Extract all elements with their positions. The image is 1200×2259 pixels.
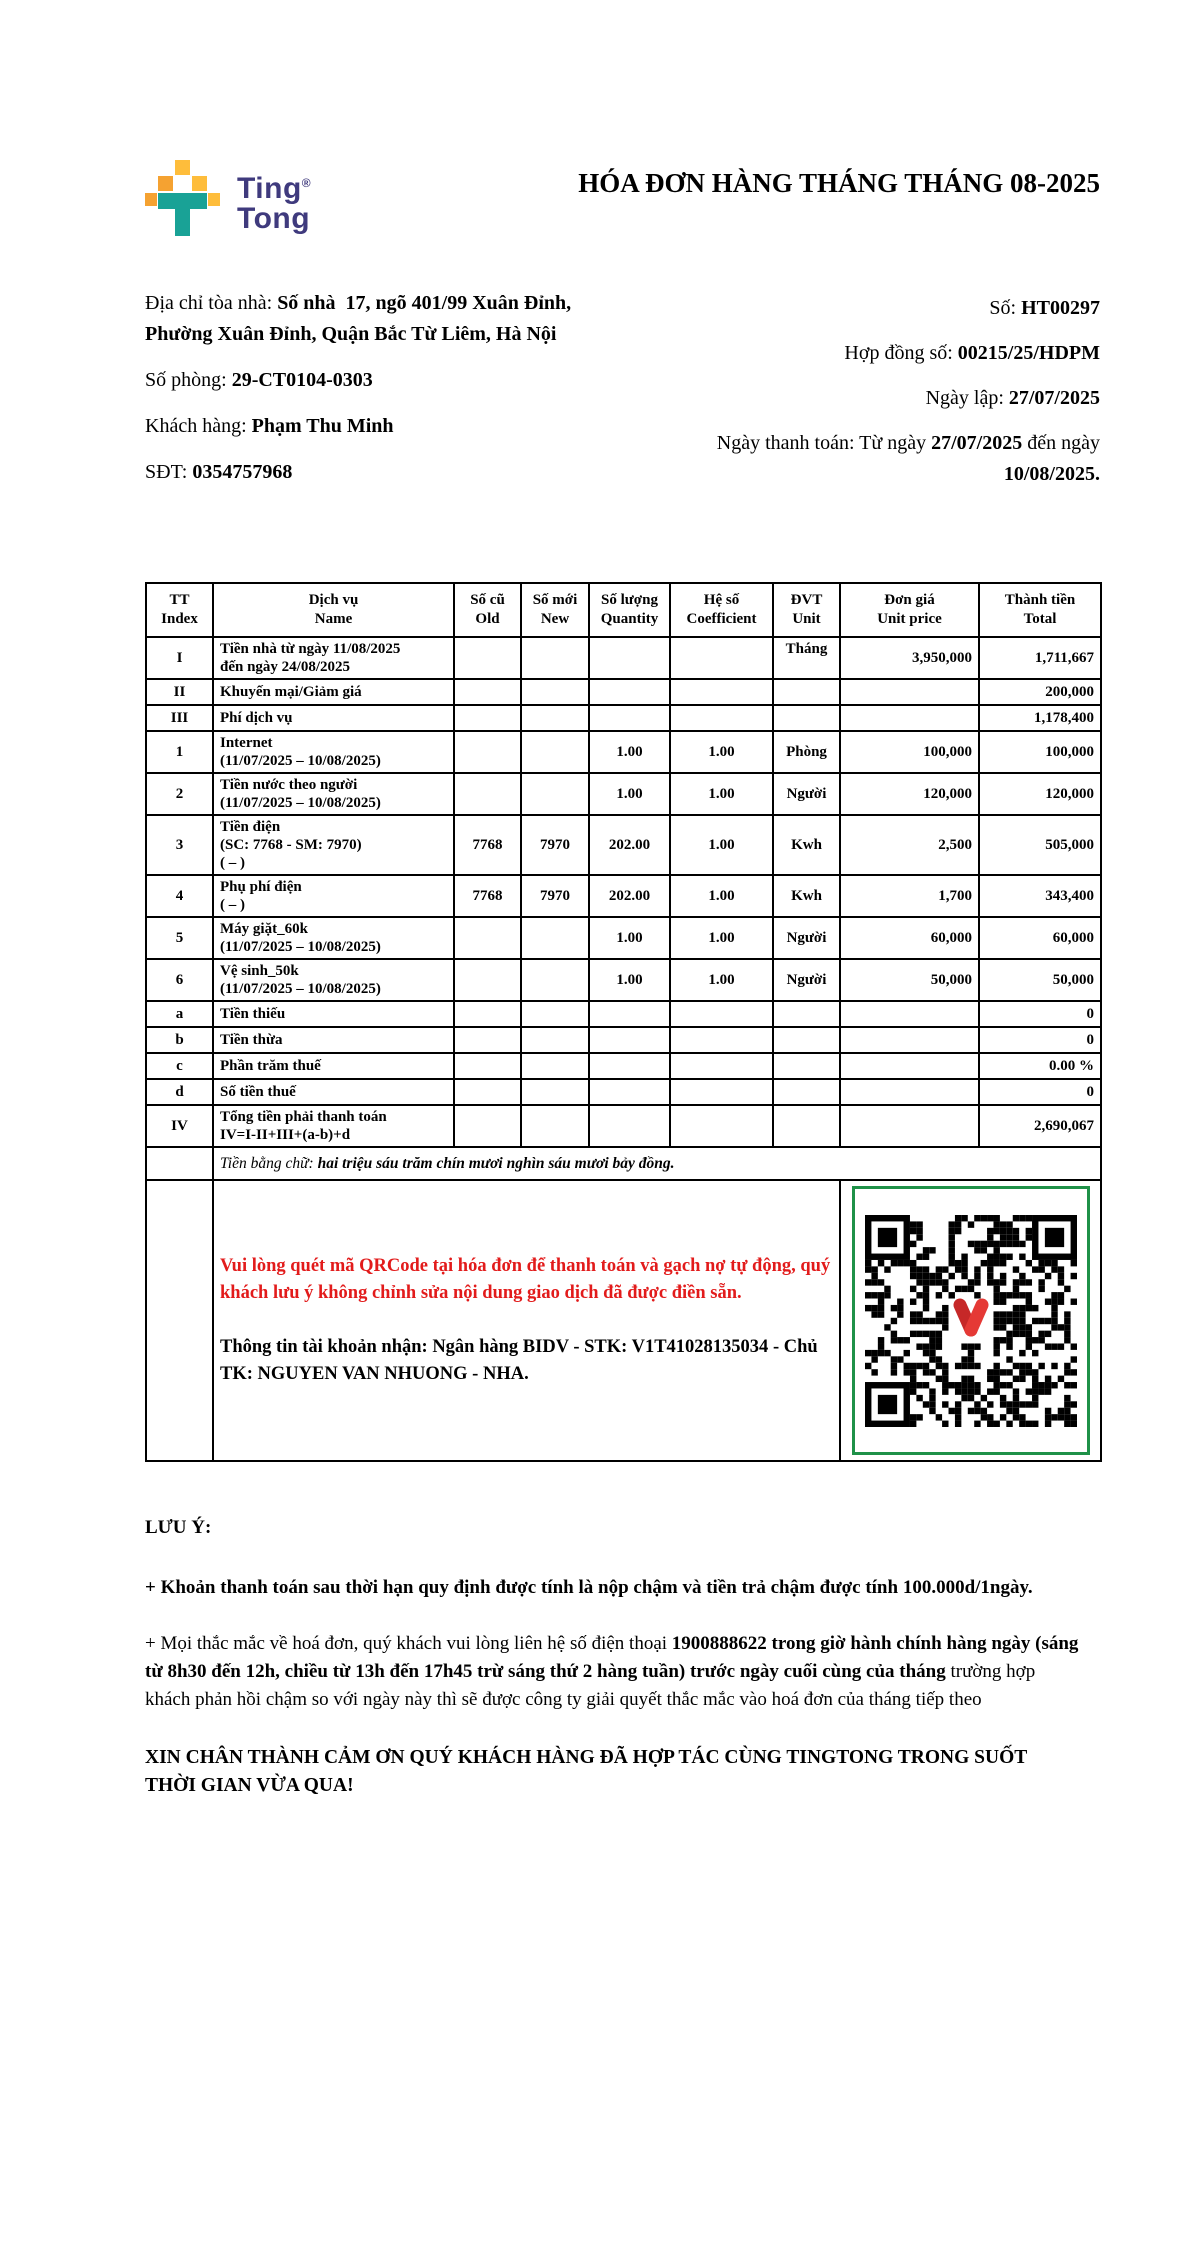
issue-date [660, 383, 1100, 414]
cell-new [521, 1027, 589, 1053]
cell-tt: 3 [146, 815, 213, 875]
cell-price: 50,000 [840, 959, 979, 1001]
building-info [145, 288, 620, 504]
invoice-info [660, 293, 1100, 504]
cell-unit: Người [773, 773, 840, 815]
service-row [146, 705, 1101, 731]
cell-qty [589, 1079, 670, 1105]
notes-title: LƯU Ý: [145, 1517, 212, 1538]
cell-new [521, 705, 589, 731]
cell-qty: 1.00 [589, 917, 670, 959]
issue-date-label: Ngày lập: [925, 387, 1009, 409]
payment-period: Ngày thanh toán: Từ ngày 27/07/2025 đến ngày 10/08/2025. [716, 432, 1100, 485]
cell-new [521, 917, 589, 959]
service-row [146, 1027, 1101, 1053]
qr-instruction-text: Vui lòng quét mã QRCode tại hóa đơn để thanh toán và gạch nợ tự động, quý khách lưu ý không chỉnh sửa nội dung giao dịch đã được điền sẵn. [220, 1256, 831, 1303]
service-row [146, 875, 1101, 917]
payment-row [146, 1180, 1101, 1461]
cell-old [454, 917, 521, 959]
cell-price [840, 1001, 979, 1027]
cell-tt: 2 [146, 773, 213, 815]
service-name-cell: Tiền nhà từ ngày 11/08/2025 đến ngày 24/08/2025 [213, 637, 454, 679]
service-row [146, 959, 1101, 1001]
column-header: Hệ số Coefficient [670, 583, 773, 637]
cell-price [840, 679, 979, 705]
cell-tt: 1 [146, 731, 213, 773]
cell-tt: c [146, 1053, 213, 1079]
cell-new [521, 679, 589, 705]
cell-old [454, 1001, 521, 1027]
payment-instructions [213, 1180, 840, 1461]
cell-total: 0 [979, 1027, 1101, 1053]
invoice-number-value: HT00297 [1021, 297, 1100, 319]
cell-qty: 202.00 [589, 815, 670, 875]
cell-price [840, 1105, 979, 1147]
cell-tt: d [146, 1079, 213, 1105]
cell-qty [589, 1053, 670, 1079]
service-name-cell: Phí dịch vụ [213, 705, 454, 731]
cell-unit: Phòng [773, 731, 840, 773]
cell-price [840, 705, 979, 731]
payment-empty-cell [146, 1180, 213, 1461]
service-name-cell: Tiền điện (SC: 7768 - SM: 7970) ( – ) [213, 815, 454, 875]
service-name-cell: Phần trăm thuế [213, 1053, 454, 1079]
service-name-cell: Tổng tiền phải thanh toán IV=I-II+III+(a-b)+d [213, 1105, 454, 1147]
cell-old [454, 705, 521, 731]
address-label: Địa chỉ tòa nhà: [145, 292, 278, 314]
invoice-number-label: Số: [989, 297, 1022, 319]
column-header: Số mới New [521, 583, 589, 637]
thanks-note: XIN CHÂN THÀNH CẢM ƠN QUÝ KHÁCH HÀNG ĐÃ HỢP TÁC CÙNG TINGTONG TRONG SUỐT THỜI GIAN VỪA QUA! [145, 1747, 1027, 1796]
logo-text-line1: Ting [237, 172, 302, 205]
cell-total: 2,690,067 [979, 1105, 1101, 1147]
info-section [145, 288, 1100, 504]
cell-coef [670, 1079, 773, 1105]
cell-coef: 1.00 [670, 731, 773, 773]
customer-label: Khách hàng: [145, 415, 252, 437]
bank-account-info: Thông tin tài khoản nhận: Ngân hàng BIDV - STK: V1T41028135034 - Chủ TK: NGUYEN VAN NHUONG - NHA. [220, 1337, 818, 1384]
service-row [146, 1001, 1101, 1027]
cell-total: 120,000 [979, 773, 1101, 815]
footer-notes [145, 1514, 1080, 1800]
cell-new [521, 773, 589, 815]
column-header: Đơn giá Unit price [840, 583, 979, 637]
cell-new [521, 1079, 589, 1105]
room-value: 29-CT0104-0303 [231, 369, 373, 391]
column-header: Số cũ Old [454, 583, 521, 637]
cell-unit [773, 1079, 840, 1105]
cell-tt: 6 [146, 959, 213, 1001]
cell-old [454, 679, 521, 705]
cell-price: 120,000 [840, 773, 979, 815]
invoice-number [660, 293, 1100, 324]
cell-total: 505,000 [979, 815, 1101, 875]
cell-unit: Tháng [773, 637, 840, 679]
service-row [146, 731, 1101, 773]
cell-old [454, 1105, 521, 1147]
cell-new [521, 731, 589, 773]
room-number [145, 365, 620, 396]
cell-total: 1,711,667 [979, 637, 1101, 679]
service-row [146, 679, 1101, 705]
cell-unit [773, 1001, 840, 1027]
cell-total: 0 [979, 1001, 1101, 1027]
tingtong-logo-icon [145, 160, 225, 238]
customer-name [145, 411, 620, 442]
cell-tt: 4 [146, 875, 213, 917]
cell-coef: 1.00 [670, 959, 773, 1001]
cell-unit [773, 1027, 840, 1053]
cell-qty [589, 679, 670, 705]
hotline-note: + Mọi thắc mắc về hoá đơn, quý khách vui lòng liên hệ số điện thoại 1900888622 trong giờ hành chính hàng ngày (sáng từ 8h30 đến 12h, chiều từ 13h đến 17h45 trừ sáng thứ 2 hàng tuần) trước ngày cuối cùng của tháng trường hợp khách phản hồi chậm so với ngày này thì sẽ được công ty giải quyết thắc mắc vào hoá đơn của tháng tiếp theo [145, 1633, 1079, 1710]
amount-words-label: Tiền bằng chữ: [220, 1154, 318, 1172]
phone-value: 0354757968 [192, 461, 293, 483]
column-header: ĐVT Unit [773, 583, 840, 637]
cell-old [454, 773, 521, 815]
cell-price: 3,950,000 [840, 637, 979, 679]
column-header: Số lượng Quantity [589, 583, 670, 637]
cell-qty: 202.00 [589, 875, 670, 917]
issue-date-value: 27/07/2025 [1008, 387, 1100, 409]
cell-price [840, 1053, 979, 1079]
service-name-cell: Tiền nước theo người (11/07/2025 – 10/08/2025) [213, 773, 454, 815]
service-row [146, 1079, 1101, 1105]
cell-price: 60,000 [840, 917, 979, 959]
cell-tt: III [146, 705, 213, 731]
cell-unit [773, 1053, 840, 1079]
header [145, 160, 1100, 238]
cell-price: 1,700 [840, 875, 979, 917]
cell-qty: 1.00 [589, 773, 670, 815]
service-name-cell: Tiền thiếu [213, 1001, 454, 1027]
cell-total: 50,000 [979, 959, 1101, 1001]
cell-new [521, 637, 589, 679]
customer-phone [145, 457, 620, 488]
cell-qty [589, 1105, 670, 1147]
cell-unit: Người [773, 959, 840, 1001]
cell-tt: 5 [146, 917, 213, 959]
cell-coef [670, 1105, 773, 1147]
service-name-cell: Khuyến mại/Giảm giá [213, 679, 454, 705]
room-label: Số phòng: [145, 369, 232, 391]
cell-qty: 1.00 [589, 959, 670, 1001]
cell-price: 100,000 [840, 731, 979, 773]
cell-old [454, 731, 521, 773]
cell-tt: I [146, 637, 213, 679]
service-name-cell: Vệ sinh_50k (11/07/2025 – 10/08/2025) [213, 959, 454, 1001]
phone-label: SĐT: [145, 461, 193, 483]
cell-price [840, 1027, 979, 1053]
cell-new: 7970 [521, 875, 589, 917]
contract-label: Hợp đồng số: [844, 342, 958, 364]
cell-price: 2,500 [840, 815, 979, 875]
cell-coef [670, 1001, 773, 1027]
cell-total: 1,178,400 [979, 705, 1101, 731]
table-body [146, 637, 1101, 1461]
service-name-cell: Máy giặt_60k (11/07/2025 – 10/08/2025) [213, 917, 454, 959]
cell-coef [670, 637, 773, 679]
cell-new [521, 1001, 589, 1027]
service-row [146, 1053, 1101, 1079]
cell-tt: IV [146, 1105, 213, 1147]
service-table [145, 582, 1102, 1462]
tingtong-logo [145, 160, 311, 238]
cell-old [454, 959, 521, 1001]
cell-new [521, 1105, 589, 1147]
column-header: TT Index [146, 583, 213, 637]
cell-old [454, 1079, 521, 1105]
service-name-cell: Tiền thừa [213, 1027, 454, 1053]
cell-qty [589, 705, 670, 731]
cell-new [521, 959, 589, 1001]
column-header: Thành tiền Total [979, 583, 1101, 637]
cell-qty [589, 1001, 670, 1027]
cell-coef [670, 679, 773, 705]
cell-coef: 1.00 [670, 917, 773, 959]
cell-new [521, 1053, 589, 1079]
cell-coef: 1.00 [670, 773, 773, 815]
qr-code-frame [852, 1186, 1090, 1455]
service-row [146, 917, 1101, 959]
logo-text-line2: Tong [237, 202, 311, 235]
service-name-cell: Phụ phí điện ( – ) [213, 875, 454, 917]
cell-total: 0 [979, 1079, 1101, 1105]
cell-unit: Kwh [773, 875, 840, 917]
logo-text [237, 168, 311, 234]
cell-total: 100,000 [979, 731, 1101, 773]
cell-coef: 1.00 [670, 875, 773, 917]
registered-mark: ® [301, 176, 312, 190]
late-payment-note: + Khoản thanh toán sau thời hạn quy định được tính là nộp chậm và tiền trả chậm được tính 100.000d/1ngày. [145, 1577, 1033, 1598]
customer-value: Phạm Thu Minh [251, 415, 394, 437]
cell-coef [670, 1053, 773, 1079]
cell-new: 7970 [521, 815, 589, 875]
column-header: Dịch vụ Name [213, 583, 454, 637]
cell-total: 343,400 [979, 875, 1101, 917]
building-address [145, 288, 620, 350]
cell-old: 7768 [454, 815, 521, 875]
service-row [146, 815, 1101, 875]
amount-words-value: hai triệu sáu trăm chín mươi nghìn sáu mươi bảy đồng. [317, 1154, 675, 1172]
cell-tt: b [146, 1027, 213, 1053]
cell-tt: a [146, 1001, 213, 1027]
cell-old: 7768 [454, 875, 521, 917]
service-row [146, 1105, 1101, 1147]
cell-old [454, 1027, 521, 1053]
cell-coef [670, 705, 773, 731]
contract-value: 00215/25/HDPM [957, 342, 1100, 364]
cell-price [840, 1079, 979, 1105]
cell-unit [773, 705, 840, 731]
cell-qty [589, 1027, 670, 1053]
amount-words-empty-cell [146, 1147, 213, 1180]
cell-total: 60,000 [979, 917, 1101, 959]
cell-old [454, 637, 521, 679]
page-title: HÓA ĐƠN HÀNG THÁNG THÁNG 08-2025 [578, 168, 1100, 198]
amount-in-words [213, 1147, 1101, 1180]
qr-code [865, 1215, 1077, 1427]
service-row [146, 773, 1101, 815]
cell-qty: 1.00 [589, 731, 670, 773]
cell-coef [670, 1027, 773, 1053]
cell-total: 200,000 [979, 679, 1101, 705]
cell-tt: II [146, 679, 213, 705]
table-header-row [146, 583, 1101, 637]
address-value: Số nhà 17, ngõ 401/99 Xuân Đỉnh, Phường Xuân Đỉnh, Quận Bắc Từ Liêm, Hà Nội [145, 292, 572, 345]
cell-coef: 1.00 [670, 815, 773, 875]
cell-qty [589, 637, 670, 679]
service-name-cell: Internet (11/07/2025 – 10/08/2025) [213, 731, 454, 773]
service-row [146, 637, 1101, 679]
cell-unit: Người [773, 917, 840, 959]
cell-unit [773, 679, 840, 705]
cell-old [454, 1053, 521, 1079]
contract-number [660, 338, 1100, 369]
service-name-cell: Số tiền thuế [213, 1079, 454, 1105]
cell-unit [773, 1105, 840, 1147]
qr-code-cell [840, 1180, 1101, 1461]
amount-words-row [146, 1147, 1101, 1180]
cell-total: 0.00 % [979, 1053, 1101, 1079]
cell-unit: Kwh [773, 815, 840, 875]
